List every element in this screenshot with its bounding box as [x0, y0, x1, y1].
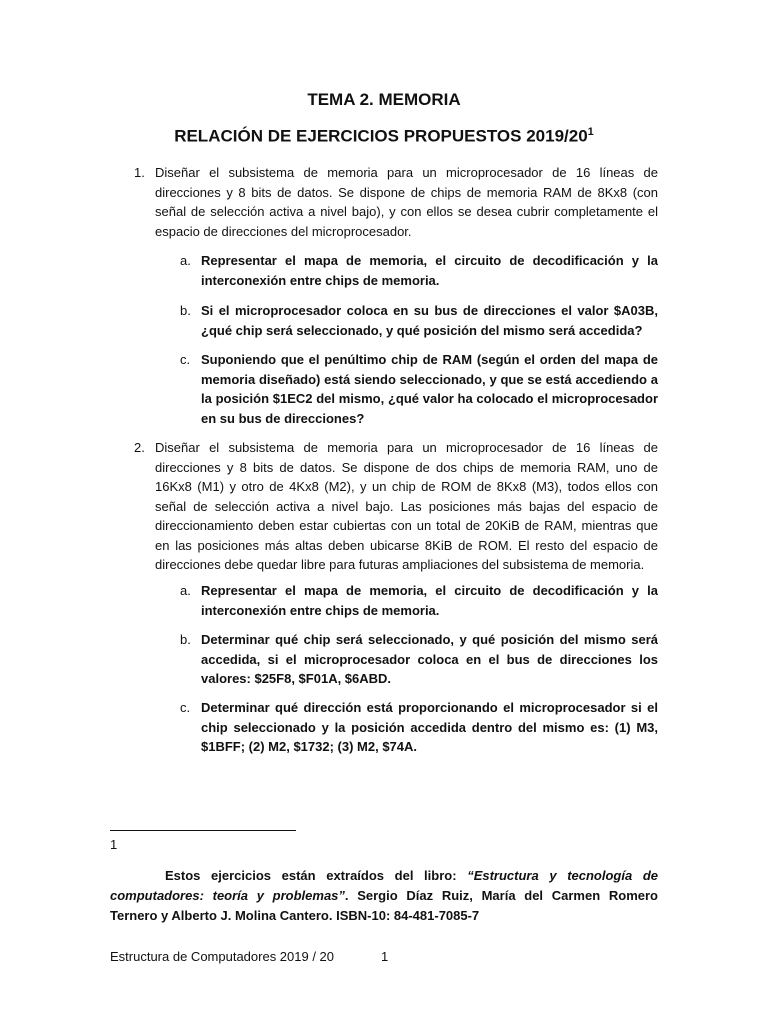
footnote-number: 1 [110, 837, 118, 852]
exercise-number: 1. [134, 165, 145, 180]
subitem-label: b. [180, 303, 191, 318]
subtitle-text: RELACIÓN DE EJERCICIOS PROPUESTOS 2019/20 [174, 126, 588, 146]
footer-page-number: 1 [381, 949, 389, 964]
footnote-text [110, 866, 658, 926]
footnote-ref: 1 [587, 126, 594, 138]
footnote-book-title: “Estructura y tecnología de computadores: teoría y problemas” [110, 868, 658, 903]
footnote-divider [110, 830, 296, 831]
footnote-authors: . Sergio Díaz Ruiz, María del Carmen Romero Ternero y Alberto J. Molina Cantero. ISBN-10: 84-481-7085-7 [110, 888, 658, 923]
subitem-label: b. [180, 632, 191, 647]
subitem-label: a. [180, 253, 191, 268]
page-subtitle [0, 126, 768, 147]
subitem-text: Determinar qué dirección está proporcionando el microprocesador si el chip seleccionado y la posición accedida dentro del mismo es: (1) M3, $1BFF; (2) M2, $1732; (3) M2, $74A. [201, 700, 658, 754]
subitem-label: c. [180, 700, 191, 715]
footnote-intro: Estos ejercicios están extraídos del libro: [165, 868, 468, 883]
subitem-text: Determinar qué chip será seleccionado, y qué posición del mismo será accedida, si el microprocesador coloca en el bus de direcciones los valores: $25F8, $F01A, $6ABD. [201, 632, 658, 686]
subitem-text: Si el microprocesador coloca en su bus de direcciones el valor $A03B, ¿qué chip será seleccionado, y qué posición del mismo será accedida? [201, 303, 658, 338]
exercise-number: 2. [134, 440, 145, 455]
subitem-text: Representar el mapa de memoria, el circuito de decodificación y la interconexión entre chips de memoria. [201, 583, 658, 618]
exercise-text: Diseñar el subsistema de memoria para un microprocesador de 16 líneas de direcciones y 8 bits de datos. Se dispone de dos chips de memoria RAM, uno de 16Kx8 (M1) y otro de 4Kx8 (M2), y un chip de ROM de 8Kx8 (M3), todos ellos con señal de selección activa a nivel bajo. Las posiciones más bajas del espacio de direccionamiento deben estar cubiertas con un total de 20KiB de RAM, mientras que en las posiciones más altas deben ubicarse 8KiB de ROM. El resto del espacio de direcciones debe quedar libre para futuras ampliaciones del subsistema de memoria. [155, 440, 658, 572]
exercise-text: Diseñar el subsistema de memoria para un microprocesador de 16 líneas de direcciones y 8 bits de datos. Se dispone de chips de memoria RAM de 8Kx8 (con señal de selección activa a nivel bajo), y con ellos se desea cubrir completamente el espacio de direcciones del microprocesador. [155, 165, 658, 239]
subitem-text: Representar el mapa de memoria, el circuito de decodificación y la interconexión entre chips de memoria. [201, 253, 658, 288]
subitem-text: Suponiendo que el penúltimo chip de RAM (según el orden del mapa de memoria diseñado) está siendo seleccionado, y que se está accediendo a la posición $1EC2 del mismo, ¿qué valor ha colocado el microprocesador en su bus de direcciones? [201, 352, 658, 426]
subitem-label: a. [180, 583, 191, 598]
page-title: TEMA 2. MEMORIA [307, 90, 461, 109]
subitem-label: c. [180, 352, 191, 367]
footer-course: Estructura de Computadores 2019 / 20 [110, 949, 335, 964]
